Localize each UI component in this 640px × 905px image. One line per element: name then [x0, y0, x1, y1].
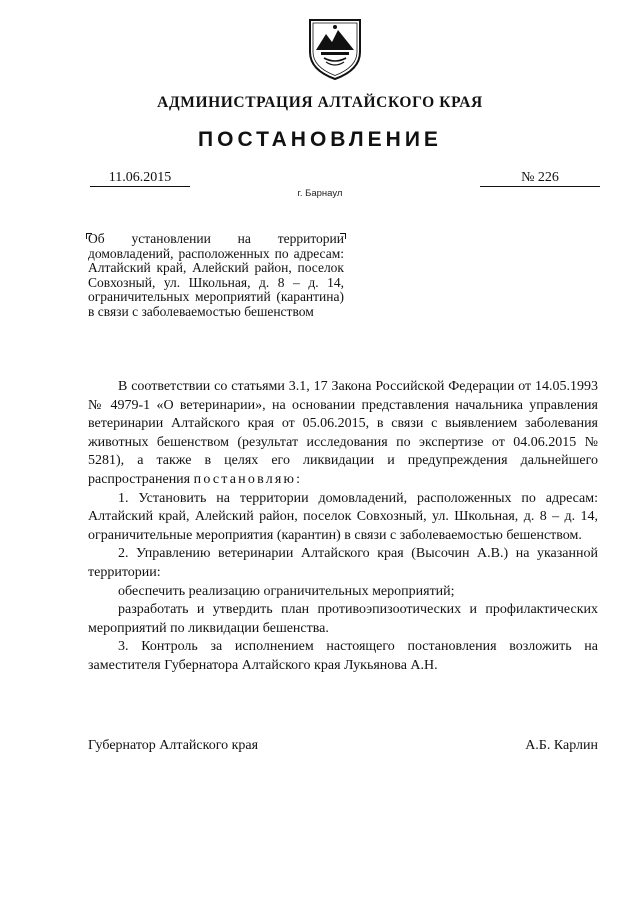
signatory-position: Губернатор Алтайского края	[88, 738, 259, 753]
organization-name: АДМИНИСТРАЦИЯ АЛТАЙСКОГО КРАЯ	[157, 94, 483, 111]
document-body	[88, 378, 598, 676]
document-number: № 226	[480, 170, 600, 187]
item-2b-paragraph: разработать и утвердить план противоэпизоотических и профилактических мероприятий по ликвидации бешенства.	[88, 602, 598, 636]
signature-block	[88, 738, 598, 754]
item-1-paragraph: 1. Установить на территории домовладений, расположенных по адресам: Алтайский край, Алейский район, поселок Совхозный, ул. Школьная, д. 8 – д. 14, ограничительные мероприятия (карантин) в связи с заболеваемостью бешенством.	[88, 490, 598, 543]
item-2-paragraph: 2. Управлению ветеринарии Алтайского края (Высочин А.В.) на указанной территории:	[88, 546, 598, 580]
document-subject	[88, 232, 344, 319]
coat-of-arms-icon	[304, 16, 366, 82]
signatory-name: А.Б. Карлин	[525, 738, 598, 753]
document-date: 11.06.2015	[90, 170, 190, 187]
preamble-text: В соответствии со статьями 3.1, 17 Закона Российской Федерации от 14.05.1993 № 4979-1 «О ветеринарии», на основании представления начальника управления ветеринарии Алтайского края от 05.06.2015, в связи с выявлением заболевания животных бешенством (результат исследования по экспертизе от 04.06.2015 № 5281), а также в целях его ликвидации и предупреждения дальнейшего распространения	[88, 379, 598, 487]
item-2a-paragraph: обеспечить реализацию ограничительных мероприятий;	[118, 583, 455, 599]
document-city: г. Барнаул	[297, 188, 343, 199]
subject-text: Об установлении на территории домовладений, расположенных по адресам: Алтайский край, Алейский район, поселок Совхозный, ул. Школьная, д. 8 – д. 14, ограничительных мероприятий (карантина) в связи с заболеваемостью бешенством	[88, 231, 344, 319]
decree-word: постановляю:	[193, 471, 303, 487]
preamble-paragraph	[88, 378, 598, 490]
document-type: ПОСТАНОВЛЕНИЕ	[198, 128, 442, 151]
item-3-paragraph: 3. Контроль за исполнением настоящего постановления возложить на заместителя Губернатора Алтайского края Лукьянова А.Н.	[88, 639, 598, 673]
